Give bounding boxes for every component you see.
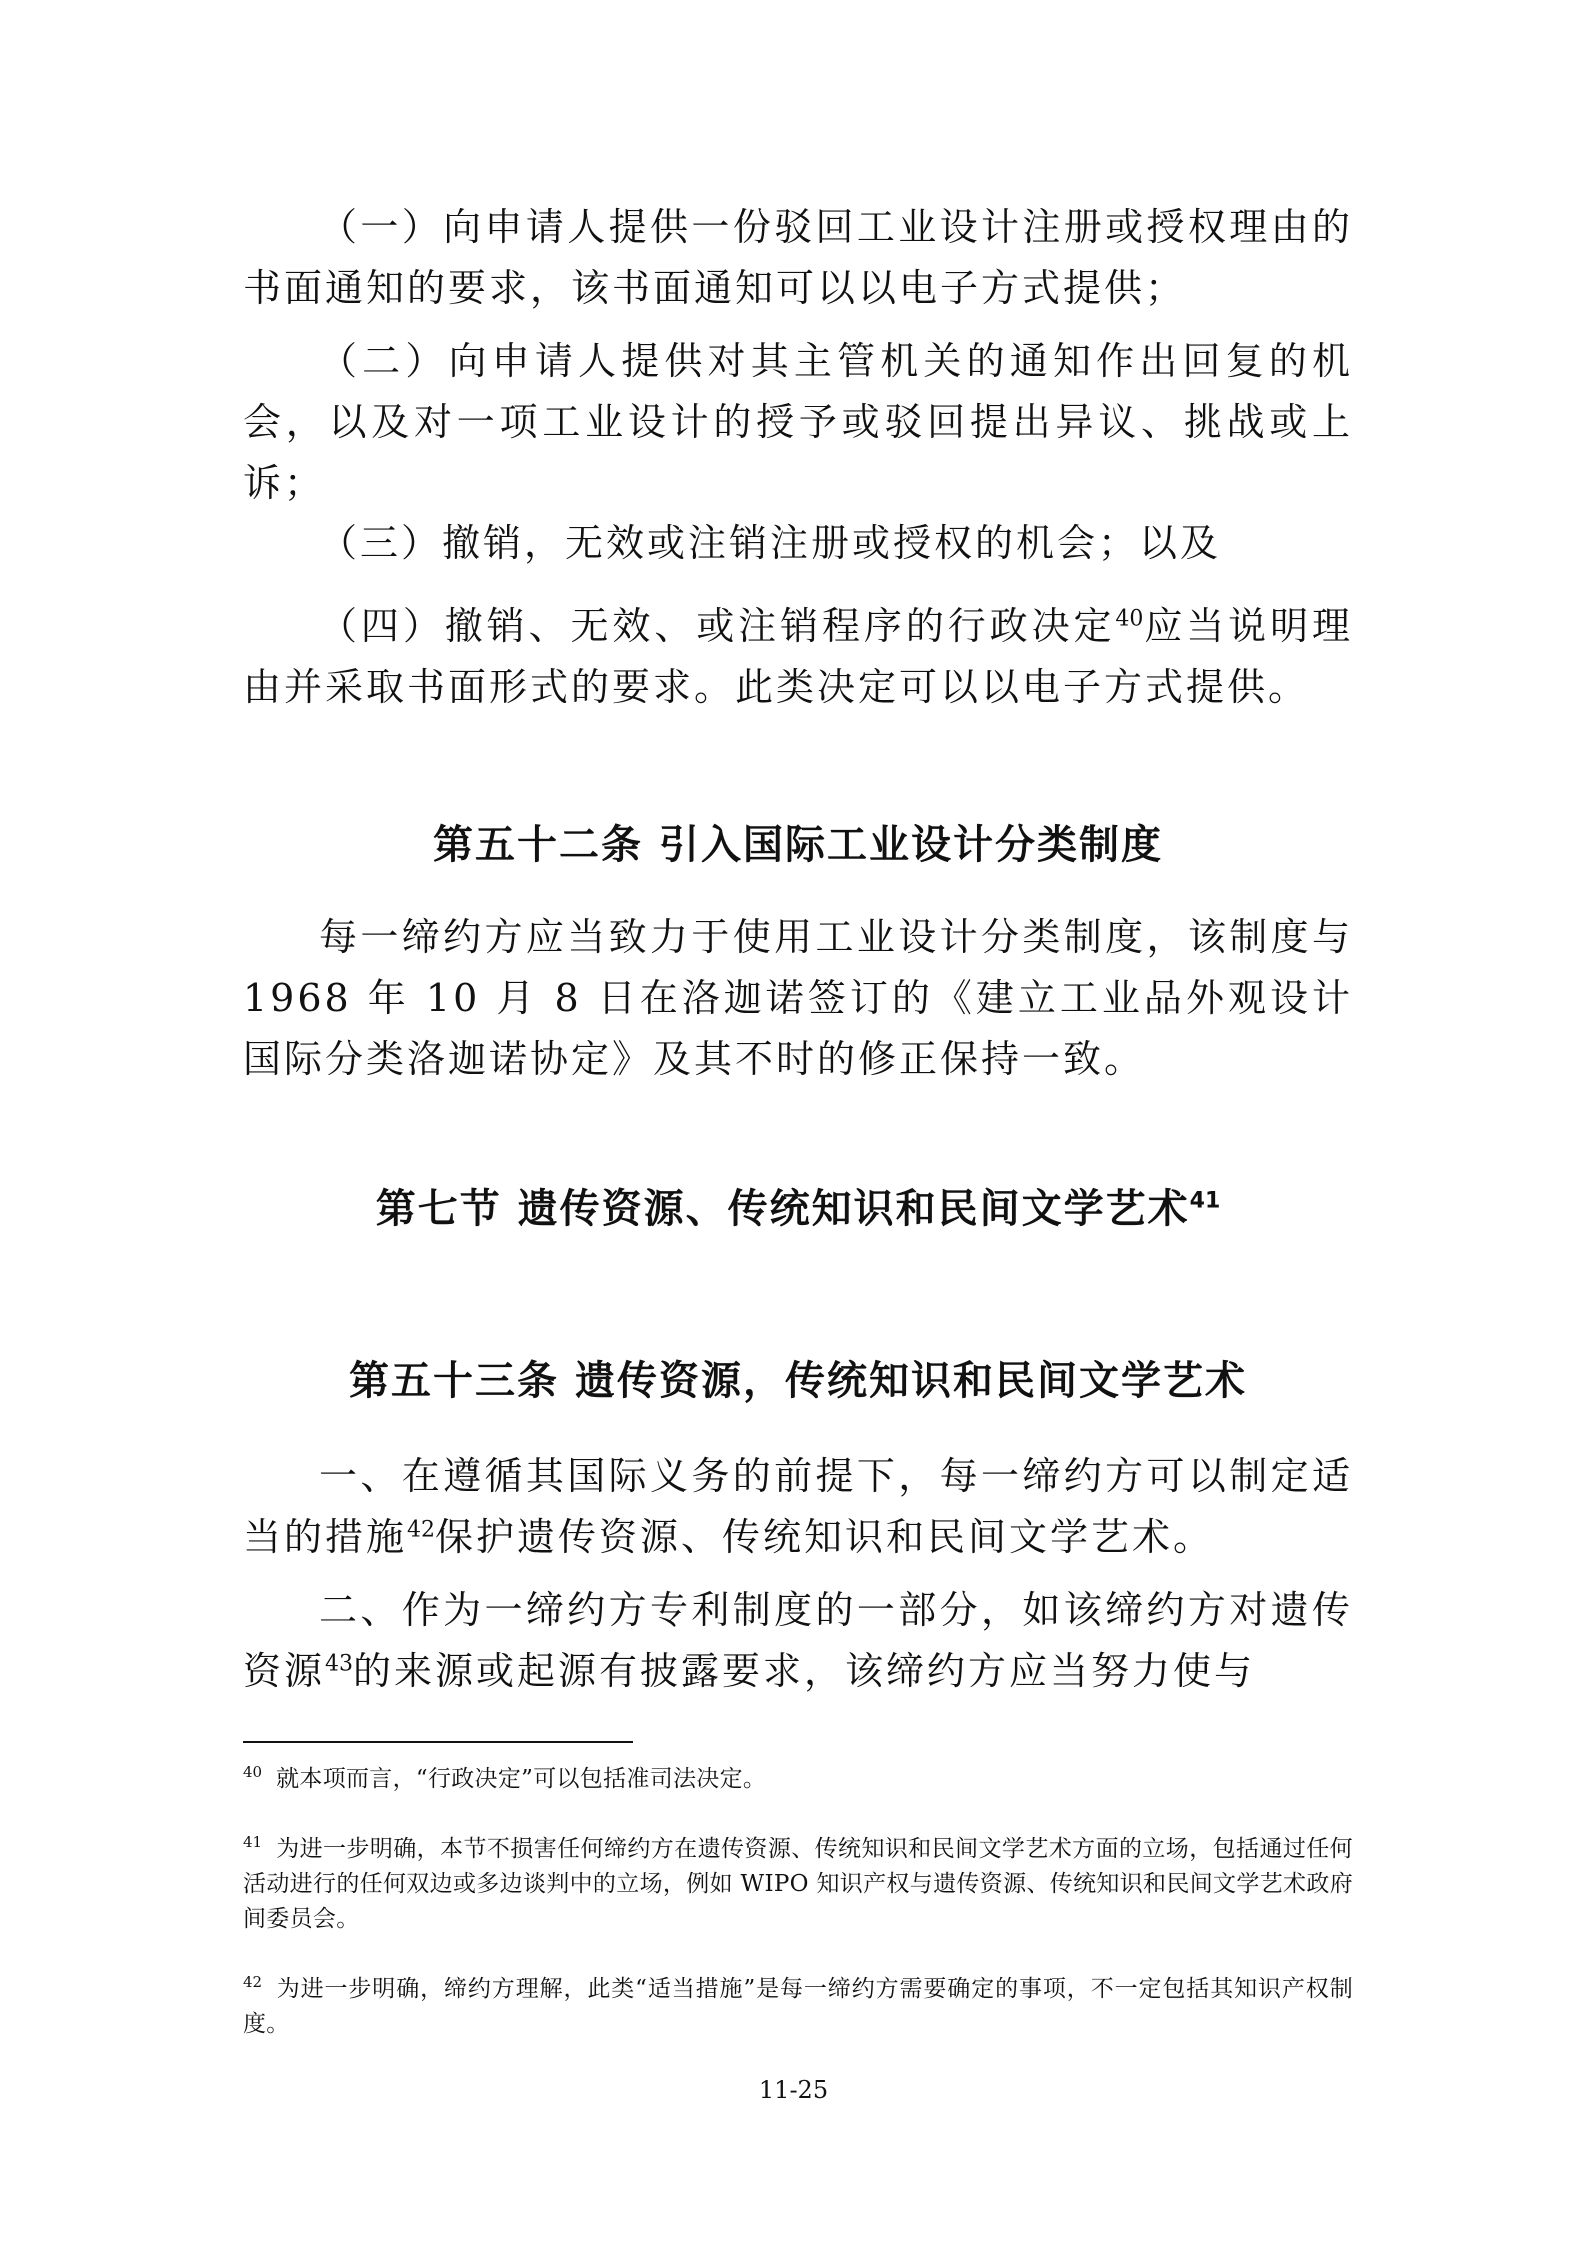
footnote-divider bbox=[243, 1741, 633, 1743]
section-7-heading bbox=[243, 1184, 1353, 1234]
paragraph-item-1: （一）向申请人提供一份驳回工业设计注册或授权理由的书面通知的要求，该书面通知可以以电子方式提供； bbox=[243, 205, 1353, 310]
article-52-heading: 第五十二条 引入国际工业设计分类制度 bbox=[433, 822, 1163, 868]
article-52-body: 每一缔约方应当致力于使用工业设计分类制度，该制度与 1968 年 10 月 8 日在洛迦诺签订的《建立工业品外观设计国际分类洛迦诺协定》及其不时的修正保持一致。 bbox=[243, 915, 1353, 1081]
footnote-ref-41: 41 bbox=[1189, 1188, 1221, 1214]
section-7-heading-text: 第七节 遗传资源、传统知识和民间文学艺术 bbox=[375, 1186, 1190, 1232]
footnote-42 bbox=[243, 1972, 1353, 2042]
footnote-ref-43: 43 bbox=[325, 1651, 354, 1677]
footnote-41 bbox=[243, 1832, 1353, 1937]
paragraph-item-4 bbox=[243, 596, 1353, 718]
footnote-40-number: 40 bbox=[243, 1763, 263, 1782]
footnote-ref-42: 42 bbox=[407, 1517, 436, 1543]
paragraph-item-3: （三）撤销，无效或注销注册或授权的机会；以及 bbox=[319, 521, 1222, 565]
article-53-heading: 第五十三条 遗传资源，传统知识和民间文学艺术 bbox=[349, 1358, 1247, 1404]
article-53-paragraph-1 bbox=[243, 1446, 1353, 1568]
footnote-41-text: 为进一步明确，本节不损害任何缔约方在遗传资源、传统知识和民间文学艺术方面的立场，包括通过任何活动进行的任何双边或多边谈判中的立场，例如 WIPO 知识产权与遗传资源、传统知识和民间文学艺术政府间委员会。 bbox=[243, 1836, 1353, 1932]
footnote-40 bbox=[243, 1762, 1353, 1797]
article-53-paragraph-2-text-b: 的来源或起源有披露要求，该缔约方应当努力使与 bbox=[353, 1649, 1256, 1693]
page-number: 11-25 bbox=[758, 2076, 829, 2104]
article-53-paragraph-1-text-b: 保护遗传资源、传统知识和民间文学艺术。 bbox=[435, 1515, 1215, 1559]
footnote-42-text: 为进一步明确，缔约方理解，此类“适当措施”是每一缔约方需要确定的事项，不一定包括其知识产权制度。 bbox=[243, 1976, 1353, 2037]
paragraph-item-2: （二）向申请人提供对其主管机关的通知作出回复的机会，以及对一项工业设计的授予或驳回提出异议、挑战或上诉； bbox=[243, 339, 1353, 505]
article-53-paragraph-2-text-a: 二、作为一缔约方专利制度的一部分，如该缔约方对遗传资源 bbox=[243, 1588, 1353, 1693]
article-53-paragraph-2 bbox=[243, 1580, 1353, 1702]
footnote-40-text: 就本项而言，“行政决定”可以包括准司法决定。 bbox=[276, 1766, 767, 1792]
footnote-41-number: 41 bbox=[243, 1833, 263, 1852]
footnote-42-number: 42 bbox=[243, 1973, 263, 1992]
paragraph-item-4-text-a: （四）撤销、无效、或注销程序的行政决定 bbox=[319, 604, 1116, 648]
article-53-paragraph-1-text-a: 一、在遵循其国际义务的前提下，每一缔约方可以制定适当的措施 bbox=[243, 1454, 1353, 1559]
paragraph-item-4-text-b: 应当说明理由并采取书面形式的要求。此类决定可以以电子方式提供。 bbox=[243, 604, 1353, 709]
footnote-ref-40: 40 bbox=[1115, 606, 1144, 632]
